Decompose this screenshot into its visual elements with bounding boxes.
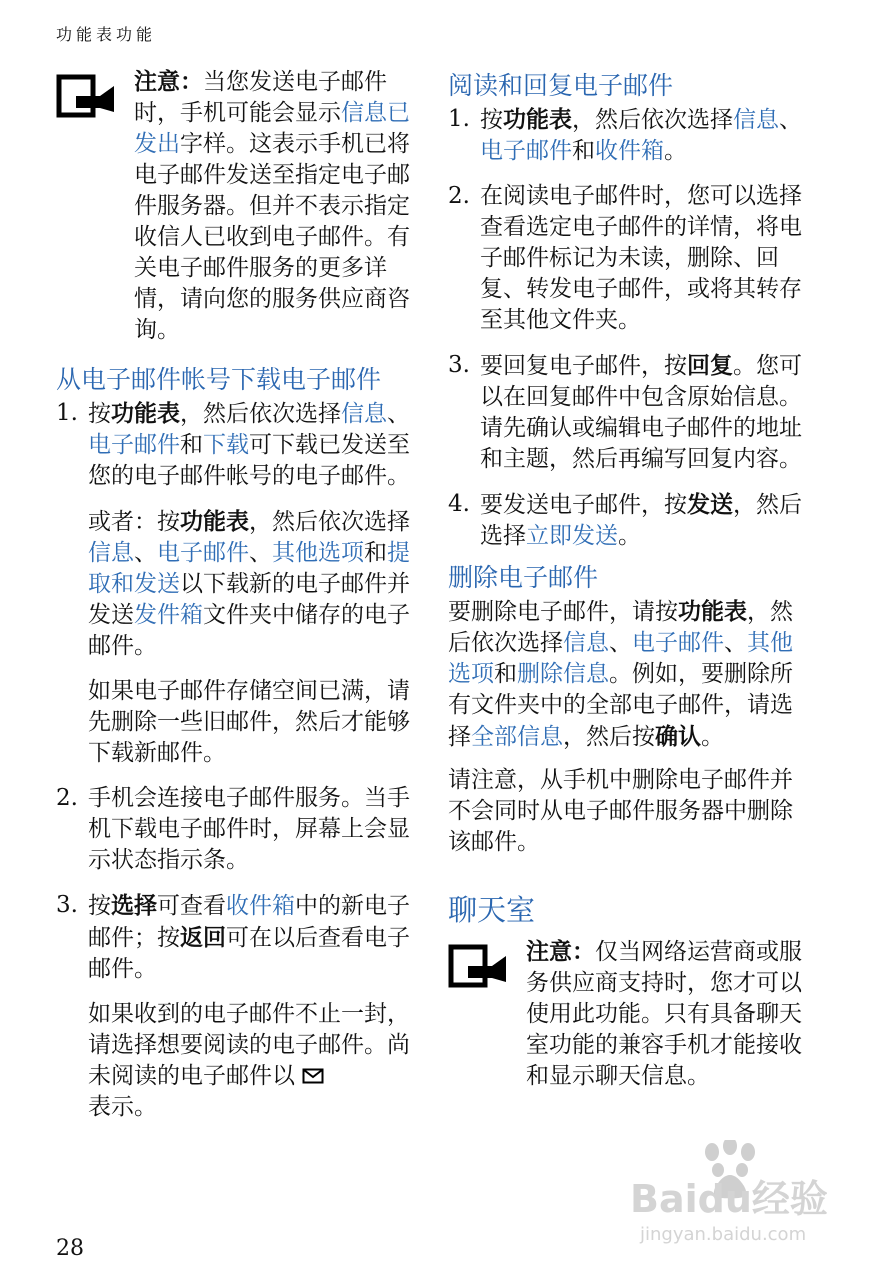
list-item: 2. 手机会连接电子邮件服务。当手机下载电子邮件时，屏幕上会显示状态指示条。 <box>56 785 410 873</box>
chat-note-paragraph: 注意：仅当网络运营商或服务供应商支持时，您才可以使用此功能。只有具备聊天室功能的兼容手机才能接收和显示聊天信息。 <box>526 938 802 1089</box>
right-column <box>448 66 804 1092</box>
chat-note <box>448 936 804 1092</box>
delete-paragraph: 要删除电子邮件，请按功能表，然后依次选择信息、电子邮件、其他选项和删除信息。例如，要删除所有文件夹中的全部电子邮件，请选择全部信息，然后按确认。 <box>448 598 793 750</box>
note-hand-icon <box>56 74 118 118</box>
baidu-jingyan-watermark <box>626 1140 836 1248</box>
section-heading-delete: 删除电子邮件 <box>448 563 599 592</box>
page-number: 28 <box>56 1236 84 1261</box>
list-item: 1. 按功能表，然后依次选择信息、电子邮件和收件箱。 <box>448 106 802 164</box>
running-header: 功能表功能 <box>56 25 157 44</box>
list-item: 4. 要发送电子邮件，按发送，然后选择立即发送。 <box>448 491 802 549</box>
section-heading-read-reply: 阅读和回复电子邮件 <box>448 71 674 100</box>
list-item: 3. 按选择可查看收件箱中的新电子邮件；按返回可在以后查看电子邮件。 <box>56 892 410 982</box>
list-item: 3. 要回复电子邮件，按回复。您可以在回复邮件中包含原始信息。请先确认或编辑电子邮件的地址和主题，然后再编写回复内容。 <box>448 352 802 472</box>
section-heading-download: 从电子邮件帐号下载电子邮件 <box>56 365 382 394</box>
list-item: 2. 在阅读电子邮件时，您可以选择查看选定电子邮件的详情，将电子邮件标记为未读，删除、回复、转发电子邮件，或将其转存至其他文件夹。 <box>448 183 802 333</box>
read-reply-list <box>448 104 804 552</box>
item3-unread-note: 如果收到的电子邮件不止一封，请选择想要阅读的电子邮件。尚未阅读的电子邮件以 表示。 <box>88 1001 410 1120</box>
unread-mail-icon <box>302 1068 324 1084</box>
list-item: 1. 按功能表，然后依次选择信息、电子邮件和下载可下载已发送至您的电子邮件帐号的电子邮件。 <box>56 400 410 489</box>
note-paragraph: 注意：当您发送电子邮件时，手机可能会显示信息已发出字样。这表示手机已将电子邮件发送至指定电子邮件服务器。但并不表示指定收信人已收到电子邮件。有关电子邮件服务的更多详情，请向您的服务供应商咨询。 <box>134 68 410 343</box>
svg-text:Baidu经验: Baidu经验 <box>630 1177 828 1221</box>
item1-alternative: 或者：按功能表，然后依次选择信息、电子邮件、其他选项和提取和发送以下载新的电子邮件并发送发件箱文件夹中储存的电子邮件。 <box>88 508 410 659</box>
left-column <box>56 66 412 1123</box>
svg-text:jingyan.baidu.com: jingyan.baidu.com <box>640 1224 807 1245</box>
link-message-sent: 信息已发出 <box>134 100 410 157</box>
section-heading-chat: 聊天室 <box>448 893 536 927</box>
delete-server-note: 请注意，从手机中删除电子邮件并不会同时从电子邮件服务器中删除该邮件。 <box>448 767 793 855</box>
note-hand-icon <box>448 944 510 988</box>
item1-storage-full: 如果电子邮件存储空间已满，请先删除一些旧邮件，然后才能够下载新邮件。 <box>88 678 410 766</box>
email-note <box>56 66 412 346</box>
